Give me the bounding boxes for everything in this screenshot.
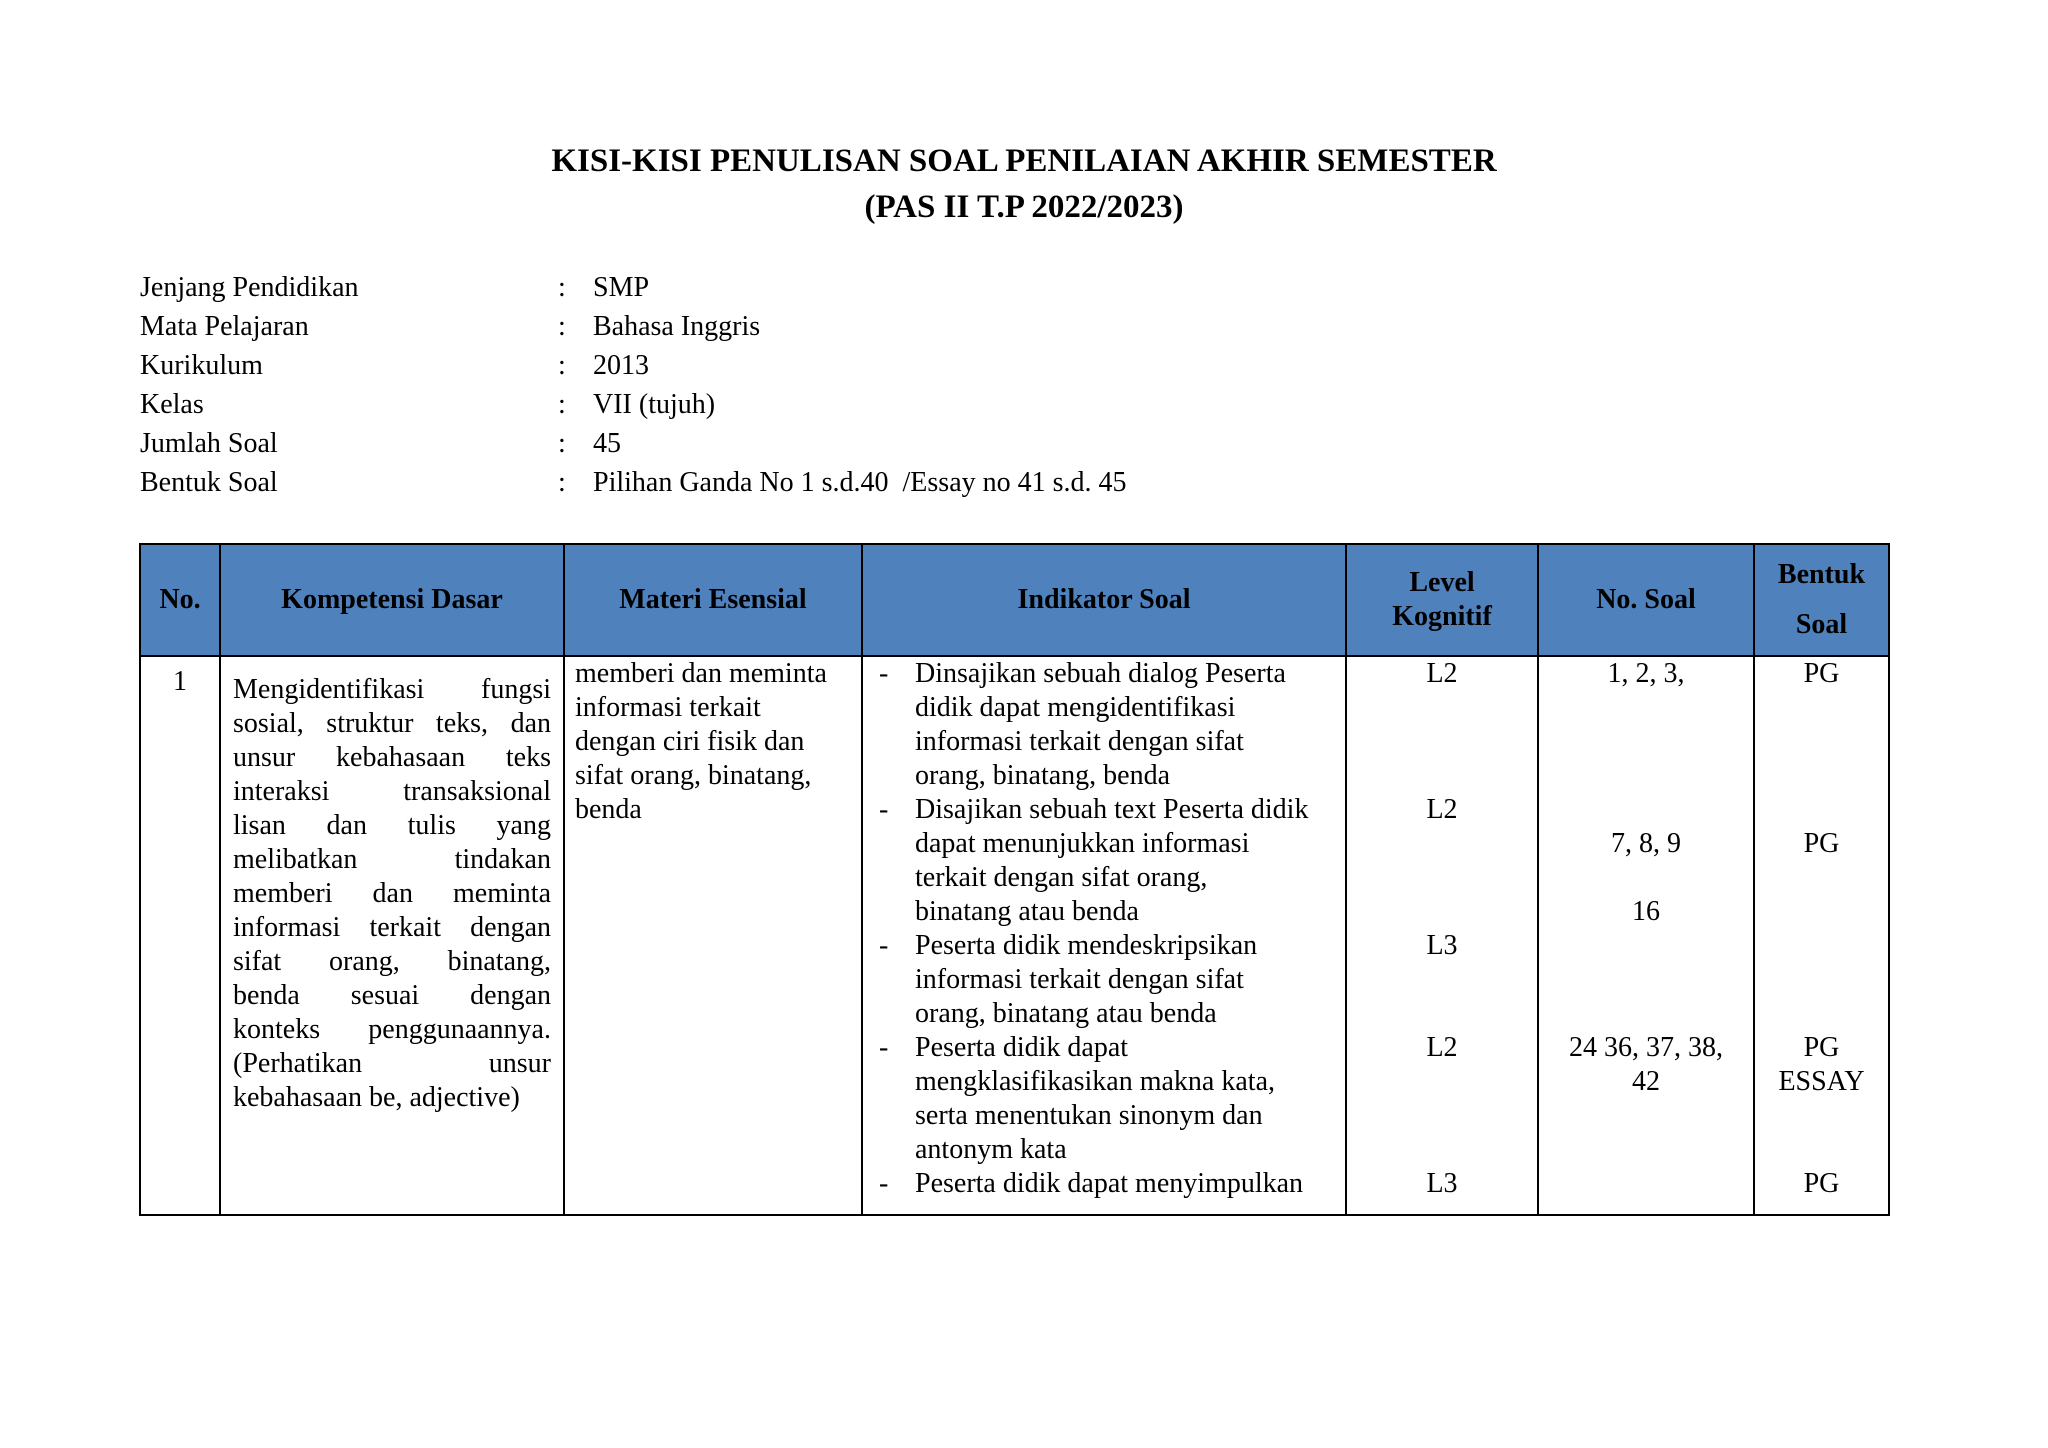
indicator-line: orang, binatang, benda	[915, 760, 1171, 791]
indicator-line: Peserta didik dapat menyimpulkan	[915, 1168, 1304, 1199]
col-header-level-line1: Level	[1409, 567, 1475, 598]
col-header-level-line2: Kognitif	[1392, 601, 1492, 632]
table-row	[140, 656, 1889, 1215]
indicator-text	[915, 1167, 1345, 1201]
col-header-bentuk-line1: Bentuk	[1777, 559, 1866, 590]
indicator-text	[915, 1031, 1345, 1167]
col-header-no: No.	[140, 544, 220, 656]
indicator-line: Disajikan sebuah text Peserta didik	[915, 794, 1309, 825]
col-header-indikator: Indikator Soal	[862, 544, 1346, 656]
col-header-bentuk	[1754, 544, 1889, 656]
indicator-line: mengklasifikasikan makna kata,	[915, 1066, 1275, 1097]
meta-value: VII (tujuh)	[593, 389, 716, 420]
indicator-line: terkait dengan sifat orang,	[915, 862, 1208, 893]
no-soal-value: 42	[1632, 1066, 1660, 1097]
meta-label: Kurikulum	[140, 350, 263, 381]
materi-line: informasi terkait	[575, 692, 761, 723]
indicator-line: binatang atau benda	[915, 896, 1139, 927]
bentuk-value: PG	[1803, 1168, 1840, 1199]
meta-label: Kelas	[140, 389, 204, 420]
cell-materi	[564, 656, 862, 1215]
kd-line: Mengidentifikasi fungsi	[233, 674, 551, 705]
meta-label: Jenjang Pendidikan	[140, 272, 359, 303]
kd-line: kebahasaan be, adjective)	[233, 1082, 520, 1113]
indicator-dash: -	[879, 794, 889, 825]
document-title: KISI-KISI PENULISAN SOAL PENILAIAN AKHIR SEMESTER	[551, 143, 1497, 179]
indicator-line: Dinsajikan sebuah dialog Peserta	[915, 658, 1286, 689]
cell-no: 1	[140, 656, 220, 1215]
meta-colon: :	[558, 311, 566, 342]
cell-no-soal	[1538, 656, 1754, 1215]
meta-value: Bahasa Inggris	[593, 311, 761, 342]
meta-label: Jumlah Soal	[140, 428, 278, 459]
indicator-dash: -	[879, 1032, 889, 1063]
indicator-line: didik dapat mengidentifikasi	[915, 692, 1236, 723]
col-header-materi: Materi Esensial	[564, 544, 862, 656]
no-soal-value: 16	[1632, 896, 1660, 927]
meta-value: 2013	[593, 350, 649, 381]
indicator-line: dapat menunjukkan informasi	[915, 828, 1250, 859]
col-header-no-soal: No. Soal	[1538, 544, 1754, 656]
meta-label: Mata Pelajaran	[140, 311, 309, 342]
col-header-level	[1346, 544, 1538, 656]
level-value: L2	[1426, 794, 1458, 825]
indicator-dash: -	[879, 658, 889, 689]
level-value: L3	[1426, 1168, 1458, 1199]
kd-line: (Perhatikan unsur	[233, 1048, 551, 1079]
materi-line: memberi dan meminta	[575, 658, 827, 689]
indicator-line: orang, binatang atau benda	[915, 998, 1217, 1029]
bentuk-value: ESSAY	[1778, 1066, 1865, 1097]
bentuk-value: PG	[1803, 658, 1840, 689]
col-header-bentuk-line2: Soal	[1795, 609, 1848, 640]
indicator-text	[915, 929, 1345, 1031]
meta-label: Bentuk Soal	[140, 467, 278, 498]
indicator-line: Peserta didik mendeskripsikan	[915, 930, 1258, 961]
indicator-dash: -	[879, 1168, 889, 1199]
kd-line: sosial, struktur teks, dan	[233, 708, 551, 739]
meta-value: 45	[593, 428, 621, 459]
materi-line: benda	[575, 794, 642, 825]
meta-value: Pilihan Ganda No 1 s.d.40 /Essay no 41 s.d. 45	[593, 467, 1127, 498]
indicator-dash: -	[879, 930, 889, 961]
document-subtitle: (PAS II T.P 2022/2023)	[864, 189, 1184, 225]
kd-line: informasi terkait dengan	[233, 912, 551, 943]
no-soal-value: 7, 8, 9	[1611, 828, 1681, 859]
bentuk-value: PG	[1803, 1032, 1840, 1063]
materi-line: sifat orang, binatang,	[575, 760, 812, 791]
kd-line: melibatkan tindakan	[233, 844, 551, 875]
indicator-line: serta menentukan sinonym dan	[915, 1100, 1263, 1131]
indicator-line: informasi terkait dengan sifat	[915, 726, 1244, 757]
level-value: L3	[1426, 930, 1458, 961]
table-header-row	[140, 544, 1889, 656]
meta-colon: :	[558, 389, 566, 420]
cell-bentuk-soal	[1754, 656, 1889, 1215]
cell-kompetensi-dasar	[220, 656, 564, 1215]
col-header-kompetensi-dasar: Kompetensi Dasar	[220, 544, 564, 656]
kd-line: sifat orang, binatang,	[233, 946, 551, 977]
no-soal-value: 24 36, 37, 38,	[1569, 1032, 1723, 1063]
cell-indikator	[862, 656, 1346, 1215]
meta-colon: :	[558, 428, 566, 459]
kd-line: konteks penggunaannya.	[233, 1014, 551, 1045]
indicator-text	[915, 657, 1345, 793]
indicator-line: informasi terkait dengan sifat	[915, 964, 1244, 995]
materi-line: dengan ciri fisik dan	[575, 726, 805, 757]
kd-line: lisan dan tulis yang	[233, 810, 551, 841]
meta-colon: :	[558, 350, 566, 381]
kisi-kisi-table	[139, 543, 1890, 1216]
indicator-line: Peserta didik dapat	[915, 1032, 1129, 1063]
meta-colon: :	[558, 467, 566, 498]
bentuk-value: PG	[1803, 828, 1840, 859]
meta-value: SMP	[593, 272, 650, 303]
level-value: L2	[1426, 658, 1458, 689]
kd-line: memberi dan meminta	[233, 878, 551, 909]
cell-level-kognitif	[1346, 656, 1538, 1215]
level-value: L2	[1426, 1032, 1458, 1063]
kd-line: unsur kebahasaan teks	[233, 742, 551, 773]
no-soal-value: 1, 2, 3,	[1607, 658, 1685, 689]
kd-line: interaksi transaksional	[233, 776, 551, 807]
kd-line: benda sesuai dengan	[233, 980, 551, 1011]
indicator-line: antonym kata	[915, 1134, 1067, 1165]
meta-colon: :	[558, 272, 566, 303]
indicator-text	[915, 793, 1345, 929]
